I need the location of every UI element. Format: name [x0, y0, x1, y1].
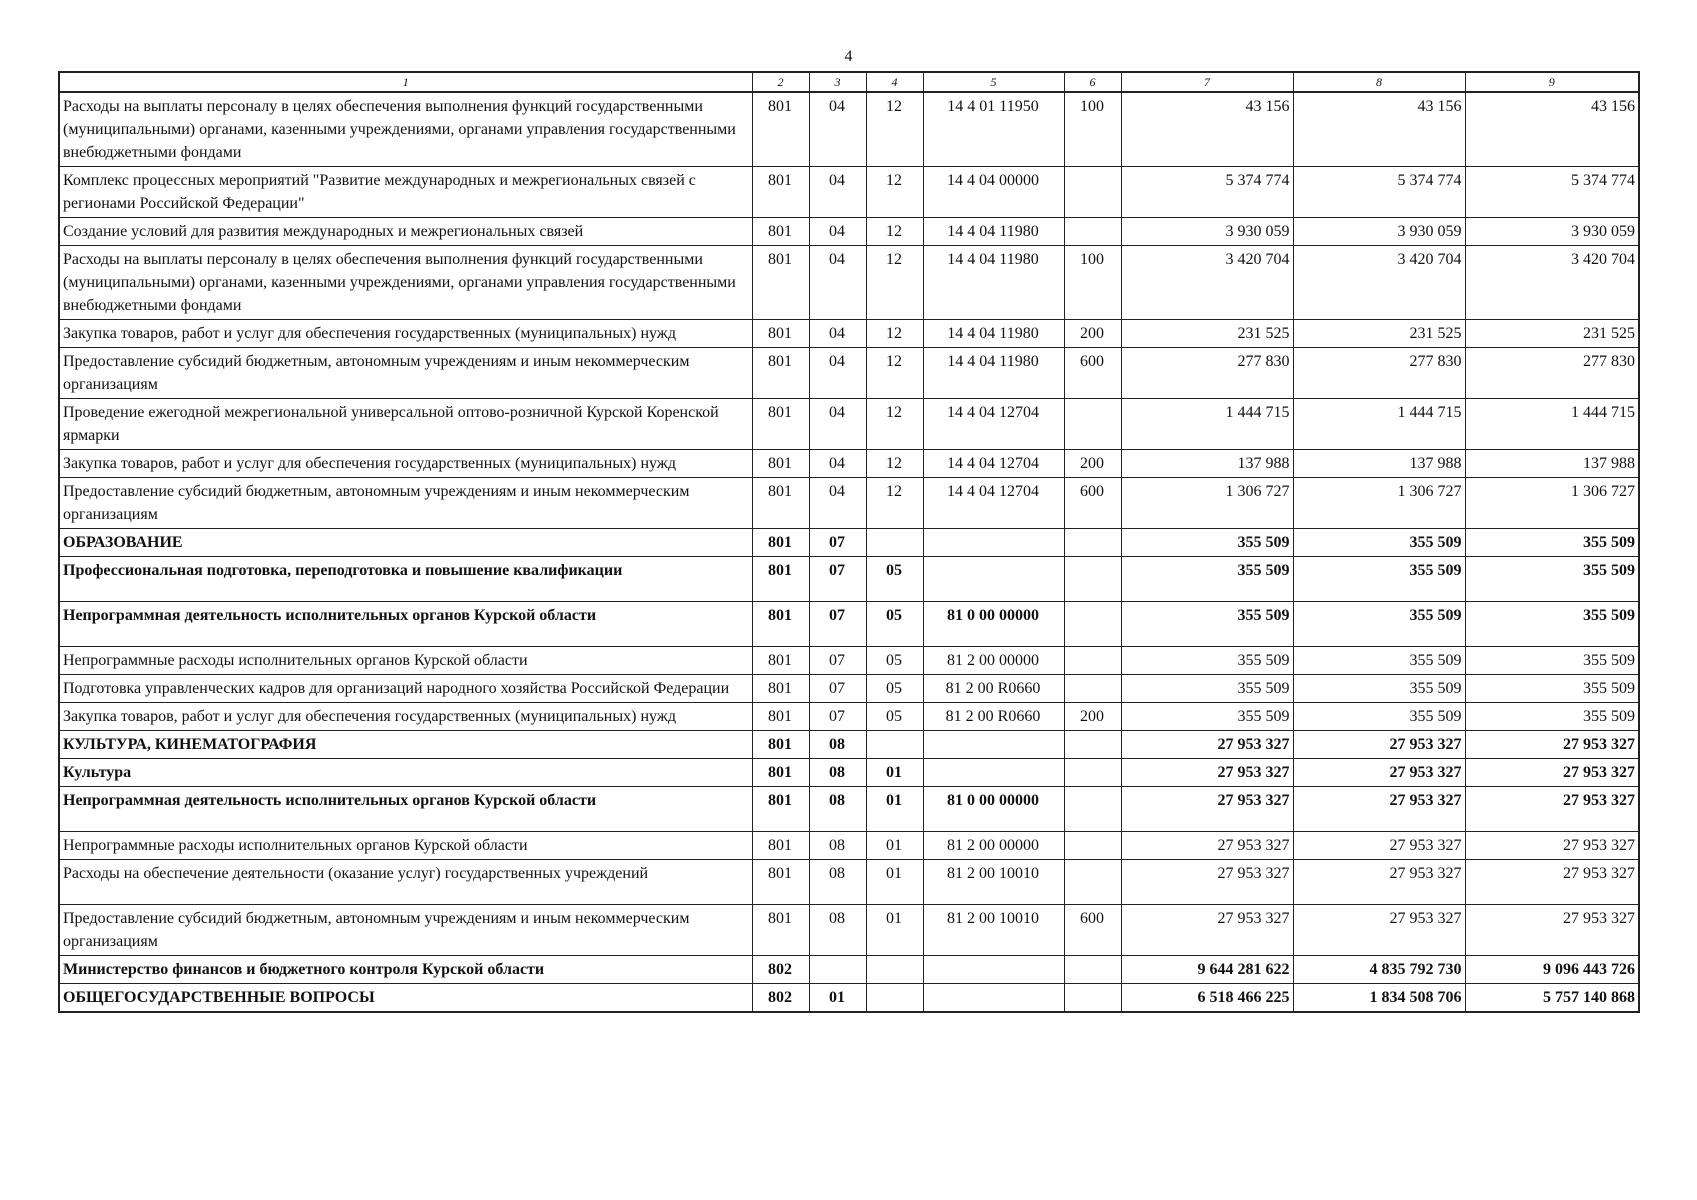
amount-cell: 43 156: [1293, 92, 1465, 167]
expense-type-cell: 600: [1064, 905, 1121, 956]
amount-cell: 27 953 327: [1465, 860, 1639, 905]
section-cell: 08: [809, 787, 866, 832]
code-cell: 801: [752, 905, 809, 956]
expense-type-cell: 200: [1064, 450, 1121, 478]
target-article-cell: 81 2 00 R0660: [923, 675, 1064, 703]
row-name-cell: ОБРАЗОВАНИЕ: [59, 529, 752, 557]
expense-type-cell: [1064, 557, 1121, 602]
section-cell: 01: [809, 984, 866, 1013]
target-article-cell: 81 2 00 00000: [923, 647, 1064, 675]
subsection-cell: 12: [866, 92, 923, 167]
expense-type-cell: [1064, 675, 1121, 703]
section-cell: 08: [809, 759, 866, 787]
table-row: [59, 348, 1639, 399]
code-cell: 801: [752, 348, 809, 399]
amount-cell: 27 953 327: [1293, 832, 1465, 860]
amount-cell: 3 420 704: [1293, 246, 1465, 320]
amount-cell: 355 509: [1293, 602, 1465, 647]
row-name-cell: Проведение ежегодной межрегиональной универсальной оптово-розничной Курской Коренской ярмарки: [59, 399, 752, 450]
subsection-cell: 12: [866, 320, 923, 348]
amount-cell: 9 644 281 622: [1121, 956, 1293, 984]
code-cell: 801: [752, 92, 809, 167]
subsection-cell: 12: [866, 246, 923, 320]
row-name-cell: Предоставление субсидий бюджетным, автономным учреждениям и иным некоммерческим организациям: [59, 905, 752, 956]
amount-cell: 355 509: [1465, 602, 1639, 647]
column-header: 3: [809, 72, 866, 92]
row-name-cell: Культура: [59, 759, 752, 787]
amount-cell: 355 509: [1465, 703, 1639, 731]
table-row: [59, 731, 1639, 759]
subsection-cell: 01: [866, 905, 923, 956]
subsection-cell: [866, 956, 923, 984]
amount-cell: 27 953 327: [1465, 832, 1639, 860]
subsection-cell: 01: [866, 759, 923, 787]
amount-cell: 27 953 327: [1121, 860, 1293, 905]
amount-cell: 3 930 059: [1465, 218, 1639, 246]
target-article-cell: 14 4 01 11950: [923, 92, 1064, 167]
amount-cell: 355 509: [1293, 529, 1465, 557]
amount-cell: 1 306 727: [1293, 478, 1465, 529]
subsection-cell: [866, 529, 923, 557]
code-cell: 801: [752, 478, 809, 529]
target-article-cell: 14 4 04 11980: [923, 246, 1064, 320]
column-header: 9: [1465, 72, 1639, 92]
subsection-cell: 05: [866, 675, 923, 703]
expense-type-cell: [1064, 860, 1121, 905]
column-header: 6: [1064, 72, 1121, 92]
subsection-cell: [866, 984, 923, 1013]
expense-type-cell: 600: [1064, 348, 1121, 399]
expense-type-cell: [1064, 399, 1121, 450]
target-article-cell: 14 4 04 11980: [923, 320, 1064, 348]
expense-type-cell: 200: [1064, 703, 1121, 731]
amount-cell: 1 444 715: [1293, 399, 1465, 450]
target-article-cell: [923, 956, 1064, 984]
subsection-cell: 05: [866, 647, 923, 675]
code-cell: 801: [752, 731, 809, 759]
amount-cell: 1 444 715: [1121, 399, 1293, 450]
column-header: 4: [866, 72, 923, 92]
expense-type-cell: [1064, 832, 1121, 860]
target-article-cell: 14 4 04 11980: [923, 348, 1064, 399]
row-name-cell: Непрограммная деятельность исполнительных органов Курской области: [59, 787, 752, 832]
amount-cell: 231 525: [1121, 320, 1293, 348]
amount-cell: 27 953 327: [1293, 860, 1465, 905]
row-name-cell: Непрограммные расходы исполнительных органов Курской области: [59, 647, 752, 675]
column-header: 7: [1121, 72, 1293, 92]
code-cell: 801: [752, 399, 809, 450]
amount-cell: 355 509: [1293, 647, 1465, 675]
section-cell: 04: [809, 218, 866, 246]
amount-cell: 3 420 704: [1121, 246, 1293, 320]
amount-cell: 5 757 140 868: [1465, 984, 1639, 1013]
target-article-cell: 81 0 00 00000: [923, 602, 1064, 647]
row-name-cell: Расходы на обеспечение деятельности (оказание услуг) государственных учреждений: [59, 860, 752, 905]
expense-type-cell: [1064, 167, 1121, 218]
target-article-cell: [923, 759, 1064, 787]
amount-cell: 137 988: [1121, 450, 1293, 478]
subsection-cell: 01: [866, 787, 923, 832]
amount-cell: 5 374 774: [1465, 167, 1639, 218]
table-row: [59, 450, 1639, 478]
row-name-cell: Профессиональная подготовка, переподготовка и повышение квалификации: [59, 557, 752, 602]
code-cell: 801: [752, 450, 809, 478]
expense-type-cell: 200: [1064, 320, 1121, 348]
amount-cell: 27 953 327: [1121, 731, 1293, 759]
expense-type-cell: [1064, 759, 1121, 787]
amount-cell: 27 953 327: [1121, 787, 1293, 832]
amount-cell: 27 953 327: [1293, 787, 1465, 832]
table-row: [59, 399, 1639, 450]
row-name-cell: Непрограммная деятельность исполнительных органов Курской области: [59, 602, 752, 647]
row-name-cell: Комплекс процессных мероприятий "Развитие международных и межрегиональных связей с регионами Российской Федерации": [59, 167, 752, 218]
amount-cell: 3 420 704: [1465, 246, 1639, 320]
amount-cell: 43 156: [1465, 92, 1639, 167]
amount-cell: 3 930 059: [1293, 218, 1465, 246]
section-cell: 07: [809, 703, 866, 731]
row-name-cell: Расходы на выплаты персоналу в целях обеспечения выполнения функций государственными (муниципальными) органами, казенными учреждениями, органами управления государственными внебюджетными фондами: [59, 246, 752, 320]
amount-cell: 231 525: [1293, 320, 1465, 348]
amount-cell: 27 953 327: [1121, 759, 1293, 787]
code-cell: 801: [752, 787, 809, 832]
amount-cell: 43 156: [1121, 92, 1293, 167]
expense-type-cell: 600: [1064, 478, 1121, 529]
section-cell: 07: [809, 675, 866, 703]
table-row: [59, 246, 1639, 320]
row-name-cell: Расходы на выплаты персоналу в целях обеспечения выполнения функций государственными (муниципальными) органами, казенными учреждениями, органами управления государственными внебюджетными фондами: [59, 92, 752, 167]
amount-cell: 355 509: [1121, 602, 1293, 647]
code-cell: 801: [752, 832, 809, 860]
amount-cell: 277 830: [1121, 348, 1293, 399]
code-cell: 801: [752, 759, 809, 787]
subsection-cell: 12: [866, 167, 923, 218]
table-row: [59, 787, 1639, 832]
amount-cell: 27 953 327: [1293, 731, 1465, 759]
code-cell: 801: [752, 602, 809, 647]
amount-cell: 277 830: [1465, 348, 1639, 399]
amount-cell: 355 509: [1121, 675, 1293, 703]
code-cell: 801: [752, 218, 809, 246]
expense-type-cell: [1064, 984, 1121, 1013]
code-cell: 801: [752, 675, 809, 703]
amount-cell: 1 444 715: [1465, 399, 1639, 450]
section-cell: 04: [809, 246, 866, 320]
budget-table-body: [59, 92, 1639, 1012]
amount-cell: 27 953 327: [1465, 787, 1639, 832]
amount-cell: 355 509: [1465, 647, 1639, 675]
table-row: [59, 478, 1639, 529]
table-row: [59, 602, 1639, 647]
amount-cell: 1 306 727: [1465, 478, 1639, 529]
section-cell: 04: [809, 167, 866, 218]
amount-cell: 27 953 327: [1121, 832, 1293, 860]
column-header: 2: [752, 72, 809, 92]
table-row: [59, 529, 1639, 557]
amount-cell: 5 374 774: [1121, 167, 1293, 218]
section-cell: 08: [809, 860, 866, 905]
expense-type-cell: [1064, 647, 1121, 675]
section-cell: 07: [809, 557, 866, 602]
expense-type-cell: 100: [1064, 92, 1121, 167]
code-cell: 802: [752, 956, 809, 984]
amount-cell: 355 509: [1121, 529, 1293, 557]
section-cell: 04: [809, 399, 866, 450]
amount-cell: 355 509: [1293, 557, 1465, 602]
subsection-cell: 05: [866, 557, 923, 602]
section-cell: [809, 956, 866, 984]
amount-cell: 4 835 792 730: [1293, 956, 1465, 984]
row-name-cell: ОБЩЕГОСУДАРСТВЕННЫЕ ВОПРОСЫ: [59, 984, 752, 1013]
row-name-cell: Создание условий для развития международных и межрегиональных связей: [59, 218, 752, 246]
section-cell: 07: [809, 529, 866, 557]
subsection-cell: [866, 731, 923, 759]
expense-type-cell: [1064, 731, 1121, 759]
table-row: [59, 167, 1639, 218]
amount-cell: 5 374 774: [1293, 167, 1465, 218]
amount-cell: 1 834 508 706: [1293, 984, 1465, 1013]
column-header: 1: [59, 72, 752, 92]
table-row: [59, 320, 1639, 348]
table-row: [59, 703, 1639, 731]
subsection-cell: 05: [866, 703, 923, 731]
table-row: [59, 905, 1639, 956]
amount-cell: 355 509: [1465, 529, 1639, 557]
amount-cell: 355 509: [1293, 703, 1465, 731]
table-row: [59, 759, 1639, 787]
row-name-cell: Закупка товаров, работ и услуг для обеспечения государственных (муниципальных) нужд: [59, 320, 752, 348]
table-row: [59, 647, 1639, 675]
target-article-cell: 14 4 04 12704: [923, 399, 1064, 450]
table-row: [59, 832, 1639, 860]
subsection-cell: 12: [866, 450, 923, 478]
target-article-cell: 14 4 04 12704: [923, 478, 1064, 529]
section-cell: 04: [809, 450, 866, 478]
amount-cell: 27 953 327: [1465, 905, 1639, 956]
subsection-cell: 12: [866, 348, 923, 399]
section-cell: 04: [809, 320, 866, 348]
amount-cell: 137 988: [1465, 450, 1639, 478]
table-row: [59, 218, 1639, 246]
amount-cell: 231 525: [1465, 320, 1639, 348]
row-name-cell: Министерство финансов и бюджетного контроля Курской области: [59, 956, 752, 984]
target-article-cell: 81 2 00 00000: [923, 832, 1064, 860]
subsection-cell: 01: [866, 832, 923, 860]
code-cell: 802: [752, 984, 809, 1013]
code-cell: 801: [752, 647, 809, 675]
target-article-cell: [923, 557, 1064, 602]
expense-type-cell: [1064, 956, 1121, 984]
row-name-cell: Непрограммные расходы исполнительных органов Курской области: [59, 832, 752, 860]
target-article-cell: 81 2 00 R0660: [923, 703, 1064, 731]
expense-type-cell: 100: [1064, 246, 1121, 320]
subsection-cell: 12: [866, 218, 923, 246]
section-cell: 07: [809, 602, 866, 647]
amount-cell: 27 953 327: [1293, 759, 1465, 787]
target-article-cell: 14 4 04 00000: [923, 167, 1064, 218]
column-header: 5: [923, 72, 1064, 92]
amount-cell: 355 509: [1293, 675, 1465, 703]
amount-cell: 137 988: [1293, 450, 1465, 478]
expense-type-cell: [1064, 602, 1121, 647]
target-article-cell: 14 4 04 11980: [923, 218, 1064, 246]
target-article-cell: 14 4 04 12704: [923, 450, 1064, 478]
table-row: [59, 557, 1639, 602]
row-name-cell: КУЛЬТУРА, КИНЕМАТОГРАФИЯ: [59, 731, 752, 759]
amount-cell: 27 953 327: [1465, 731, 1639, 759]
row-name-cell: Предоставление субсидий бюджетным, автономным учреждениям и иным некоммерческим организациям: [59, 478, 752, 529]
row-name-cell: Подготовка управленческих кадров для организаций народного хозяйства Российской Федерации: [59, 675, 752, 703]
target-article-cell: [923, 529, 1064, 557]
code-cell: 801: [752, 557, 809, 602]
section-cell: 08: [809, 731, 866, 759]
amount-cell: 27 953 327: [1465, 759, 1639, 787]
subsection-cell: 01: [866, 860, 923, 905]
page-number: 4: [844, 48, 853, 65]
table-row: [59, 984, 1639, 1013]
expense-type-cell: [1064, 529, 1121, 557]
code-cell: 801: [752, 529, 809, 557]
row-name-cell: Предоставление субсидий бюджетным, автономным учреждениям и иным некоммерческим организациям: [59, 348, 752, 399]
target-article-cell: [923, 984, 1064, 1013]
section-cell: 08: [809, 905, 866, 956]
amount-cell: 355 509: [1465, 675, 1639, 703]
amount-cell: 1 306 727: [1121, 478, 1293, 529]
amount-cell: 27 953 327: [1293, 905, 1465, 956]
target-article-cell: [923, 731, 1064, 759]
subsection-cell: 12: [866, 478, 923, 529]
row-name-cell: Закупка товаров, работ и услуг для обеспечения государственных (муниципальных) нужд: [59, 450, 752, 478]
table-row: [59, 675, 1639, 703]
column-number-header-row: [59, 72, 1639, 92]
code-cell: 801: [752, 703, 809, 731]
section-cell: 04: [809, 478, 866, 529]
amount-cell: 3 930 059: [1121, 218, 1293, 246]
table-row: [59, 956, 1639, 984]
code-cell: 801: [752, 246, 809, 320]
code-cell: 801: [752, 320, 809, 348]
target-article-cell: 81 0 00 00000: [923, 787, 1064, 832]
column-header: 8: [1293, 72, 1465, 92]
subsection-cell: 12: [866, 399, 923, 450]
amount-cell: 6 518 466 225: [1121, 984, 1293, 1013]
target-article-cell: 81 2 00 10010: [923, 905, 1064, 956]
target-article-cell: 81 2 00 10010: [923, 860, 1064, 905]
expense-type-cell: [1064, 218, 1121, 246]
expense-type-cell: [1064, 787, 1121, 832]
amount-cell: 355 509: [1121, 557, 1293, 602]
amount-cell: 277 830: [1293, 348, 1465, 399]
table-row: [59, 92, 1639, 167]
amount-cell: 27 953 327: [1121, 905, 1293, 956]
section-cell: 07: [809, 647, 866, 675]
section-cell: 04: [809, 92, 866, 167]
table-row: [59, 860, 1639, 905]
code-cell: 801: [752, 167, 809, 218]
code-cell: 801: [752, 860, 809, 905]
amount-cell: 355 509: [1465, 557, 1639, 602]
section-cell: 04: [809, 348, 866, 399]
budget-table: [58, 71, 1640, 1013]
amount-cell: 355 509: [1121, 703, 1293, 731]
row-name-cell: Закупка товаров, работ и услуг для обеспечения государственных (муниципальных) нужд: [59, 703, 752, 731]
amount-cell: 9 096 443 726: [1465, 956, 1639, 984]
amount-cell: 355 509: [1121, 647, 1293, 675]
section-cell: 08: [809, 832, 866, 860]
subsection-cell: 05: [866, 602, 923, 647]
